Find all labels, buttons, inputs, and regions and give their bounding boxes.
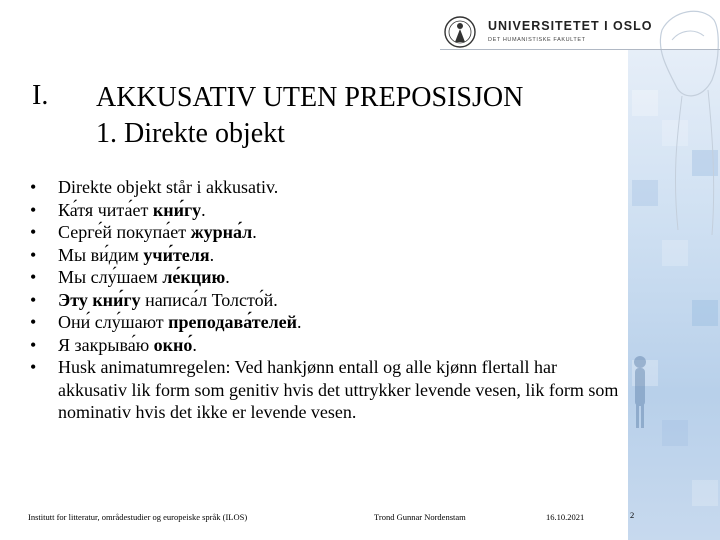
footer-date: 16.10.2021 (546, 512, 585, 522)
title-line-1: AKKUSATIV UTEN PREPOSISJON (96, 82, 524, 113)
text-run: . (192, 334, 197, 355)
text-run: . (225, 267, 230, 287)
text-run: Direkte objekt står i akkusativ. (58, 177, 279, 197)
bullet-item (30, 334, 630, 357)
sculpture-figure-icon (642, 0, 720, 240)
text-run: Я закрыва́ю (58, 334, 154, 355)
text-run: . (297, 312, 302, 332)
text-run: Они́ слу́шают (58, 312, 169, 332)
text-run: Husk animatumregelen: Ved hankjønn entall og alle kjønn flertall har akkusativ lik form som genitiv hvis det uttrykker levende vesen, lik form som nominativ hvis det ikke er levende vesen. (58, 357, 619, 422)
bold-text: Эту кни́гу (58, 289, 141, 310)
section-number: I. (32, 80, 49, 111)
footer-author: Trond Gunnar Nordenstam (374, 512, 466, 522)
bullet-item (30, 289, 630, 312)
text-run: Мы слу́шаем (58, 267, 163, 287)
bullet-item (30, 244, 630, 267)
bold-text: кни́гу (152, 199, 202, 220)
bullet-item (30, 311, 630, 334)
text-run: Ка́тя чита́ет (58, 199, 153, 220)
text-run: Серге́й покупа́ет (58, 222, 191, 242)
bullet-item (30, 356, 630, 424)
text-run: написа́л Толсто́й. (140, 289, 278, 310)
footer-institute: Institutt for litteratur, områdestudier og europeiske språk (ILOS) (28, 512, 248, 522)
slide-title (96, 80, 523, 152)
bullet-list (30, 176, 630, 424)
title-line-2: 1. Direkte objekt (96, 118, 285, 149)
text-run: . (201, 199, 206, 220)
bold-text: учи́теля (143, 244, 210, 265)
university-name: UNIVERSITETET I OSLO (488, 19, 653, 33)
text-run: . (209, 244, 215, 265)
text-run: . (252, 222, 257, 242)
bullet-item (30, 266, 630, 289)
page-number: 2 (630, 510, 635, 520)
bold-text: преподава́телей (168, 312, 298, 332)
text-run: Мы ви́дим (58, 244, 144, 265)
bold-text: журна́л (190, 222, 253, 242)
bold-text: окно́ (153, 334, 193, 355)
bullet-item (30, 176, 630, 199)
university-logo (444, 14, 653, 50)
bullet-item (30, 199, 630, 222)
bullet-item (30, 221, 630, 244)
bold-text: ле́кцию (162, 267, 226, 287)
faculty-name: DET HUMANISTISKE FAKULTET (488, 37, 586, 43)
university-seal-icon (444, 14, 476, 50)
